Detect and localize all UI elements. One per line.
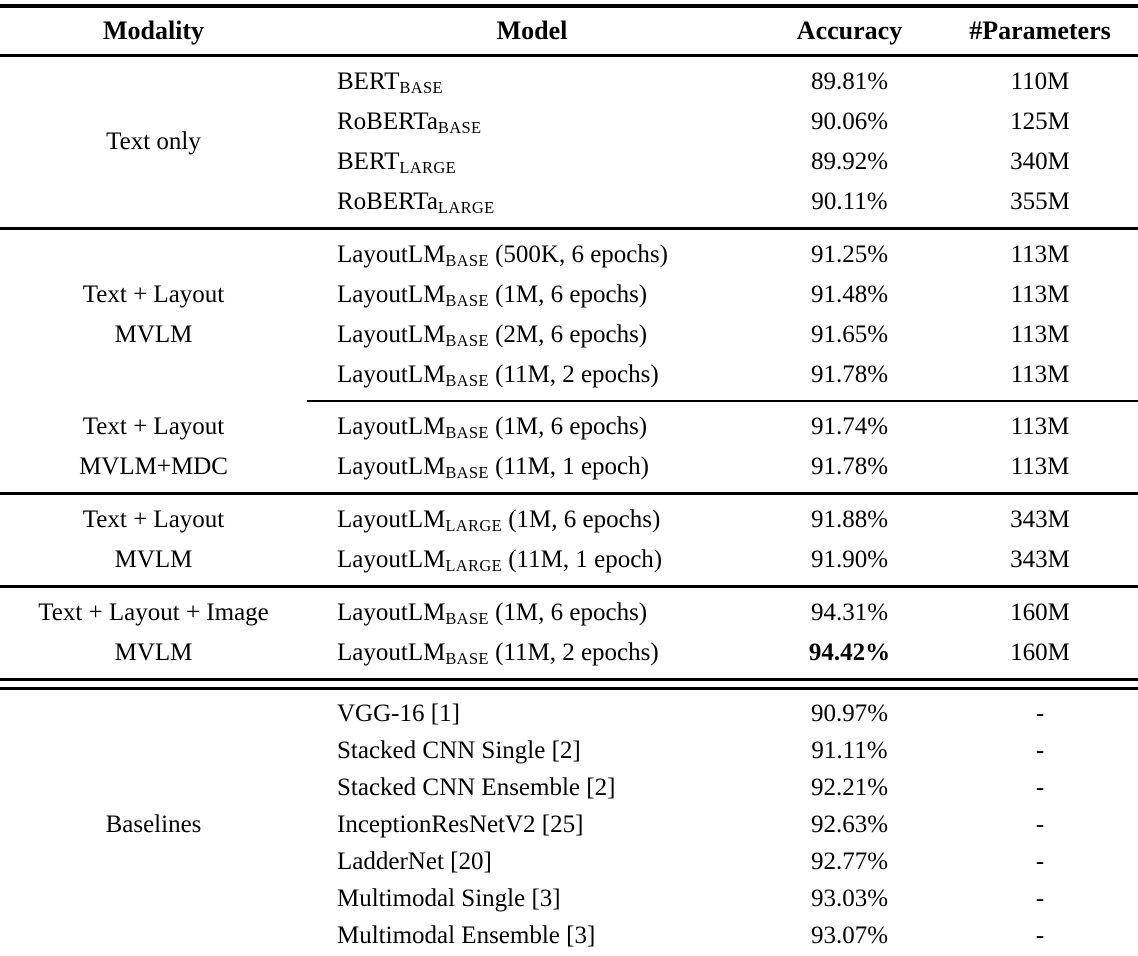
- accuracy-cell: 92.63%: [810, 810, 889, 838]
- model-config: (500K, 6 epochs): [488, 241, 668, 268]
- table-row: [307, 806, 1138, 843]
- model-subscript: BASE: [445, 330, 489, 350]
- model-cell: [307, 68, 757, 96]
- model-cell: [307, 108, 757, 136]
- accuracy-cell: 91.25%: [810, 241, 889, 268]
- model-name: InceptionResNetV2 [25]: [337, 810, 584, 838]
- parameters-cell: 343M: [1010, 546, 1070, 573]
- model-name: VGG-16 [1]: [337, 699, 460, 727]
- table-body: [0, 57, 1138, 956]
- model-name: Multimodal Single [3]: [337, 884, 561, 912]
- parameters-cell: 113M: [1010, 361, 1070, 388]
- model-config: (1M, 6 epochs): [488, 413, 648, 440]
- column-header-model: Model: [496, 16, 568, 45]
- accuracy-cell: 89.81%: [810, 68, 889, 95]
- model-cell: [307, 599, 757, 627]
- model-cell: [307, 811, 757, 839]
- model-config: (11M, 2 epochs): [488, 639, 659, 666]
- model-config: (11M, 2 epochs): [488, 361, 659, 388]
- model-config: (2M, 6 epochs): [488, 321, 648, 348]
- model-subscript: LARGE: [437, 197, 495, 217]
- model-cell: [307, 774, 757, 802]
- model-name: LayoutLM: [337, 639, 446, 666]
- model-cell: [307, 453, 757, 481]
- model-cell: [307, 848, 757, 876]
- accuracy-cell: 90.97%: [810, 699, 889, 727]
- table-row: [307, 142, 1138, 182]
- table-section: [0, 402, 1138, 492]
- modality-cell: [0, 407, 307, 487]
- accuracy-cell: 90.11%: [811, 188, 888, 215]
- modality-cell: [0, 235, 307, 395]
- parameters-cell: 355M: [1010, 188, 1070, 215]
- table-section: [0, 230, 1138, 400]
- model-name: LayoutLM: [337, 361, 446, 388]
- model-config: (11M, 1 epoch): [488, 453, 649, 480]
- model-cell: [307, 321, 757, 349]
- section-rows: [307, 500, 1138, 580]
- table-row: [307, 407, 1138, 447]
- modality-line: Text only: [106, 128, 201, 155]
- table-row: [307, 880, 1138, 917]
- model-name: LayoutLM: [337, 413, 446, 440]
- table-row: [307, 843, 1138, 880]
- parameters-cell: 160M: [1010, 599, 1070, 626]
- model-subscript: BASE: [445, 250, 489, 270]
- model-subscript: BASE: [445, 648, 489, 668]
- model-cell: [307, 148, 757, 176]
- modality-line: Text + Layout: [82, 413, 225, 440]
- modality-line: MVLM: [114, 321, 193, 348]
- modality-line: Text + Layout + Image: [38, 599, 269, 626]
- model-name: LayoutLM: [337, 506, 446, 533]
- parameters-cell: -: [1035, 884, 1045, 912]
- model-cell: [307, 506, 757, 534]
- accuracy-cell: 93.03%: [810, 884, 889, 912]
- parameters-cell: -: [1035, 773, 1045, 801]
- modality-line: MVLM+MDC: [79, 453, 228, 480]
- model-name: LayoutLM: [337, 321, 446, 348]
- modality-line: Text + Layout: [82, 281, 225, 308]
- column-header-accuracy: Accuracy: [796, 16, 903, 45]
- accuracy-cell: 94.31%: [810, 599, 889, 626]
- model-cell: [307, 700, 757, 728]
- modality-cell: [0, 695, 307, 954]
- model-subscript: BASE: [445, 608, 489, 628]
- parameters-cell: 113M: [1010, 453, 1070, 480]
- model-config: (11M, 1 epoch): [501, 546, 663, 573]
- parameters-cell: -: [1035, 736, 1045, 764]
- modality-cell: [0, 500, 307, 580]
- column-header-modality: Modality: [102, 16, 205, 45]
- model-cell: [307, 241, 757, 269]
- model-name: Stacked CNN Ensemble [2]: [337, 773, 616, 801]
- model-subscript: BASE: [399, 77, 443, 97]
- modality-line: MVLM: [114, 546, 193, 573]
- model-cell: [307, 639, 757, 667]
- model-cell: [307, 413, 757, 441]
- accuracy-cell: 92.77%: [810, 847, 889, 875]
- table-section: [0, 57, 1138, 227]
- model-subscript: LARGE: [445, 515, 502, 535]
- model-cell: [307, 361, 757, 389]
- model-subscript: BASE: [445, 290, 489, 310]
- parameters-cell: 113M: [1010, 321, 1070, 348]
- parameters-cell: 113M: [1010, 281, 1070, 308]
- table-section: [0, 495, 1138, 585]
- table-row: [307, 633, 1138, 673]
- column-header-parameters: #Parameters: [969, 16, 1111, 45]
- model-cell: [307, 281, 757, 309]
- accuracy-cell: 93.07%: [810, 921, 889, 949]
- table-row: [307, 315, 1138, 355]
- table-row: [307, 182, 1138, 222]
- accuracy-cell: 91.74%: [810, 413, 889, 440]
- accuracy-cell: 91.88%: [810, 506, 889, 533]
- table-row: [307, 769, 1138, 806]
- section-double-divider: [0, 678, 1138, 690]
- model-cell: [307, 922, 757, 950]
- table-row: [307, 593, 1138, 633]
- model-subscript: BASE: [445, 370, 489, 390]
- parameters-cell: 125M: [1010, 108, 1070, 135]
- model-name: LayoutLM: [337, 599, 446, 626]
- model-cell: [307, 885, 757, 913]
- model-config: (1M, 6 epochs): [488, 281, 648, 308]
- model-name: LayoutLM: [337, 241, 446, 268]
- table-row: [307, 62, 1138, 102]
- model-name: Multimodal Ensemble [3]: [337, 921, 596, 949]
- parameters-cell: 340M: [1010, 148, 1070, 175]
- modality-cell: [0, 593, 307, 673]
- table-row: [307, 540, 1138, 580]
- accuracy-cell: 91.48%: [810, 281, 889, 308]
- parameters-cell: -: [1035, 699, 1045, 727]
- section-rows: [307, 695, 1138, 954]
- table-section: [0, 588, 1138, 678]
- model-name: RoBERTa: [337, 188, 438, 215]
- accuracy-cell: 94.42%: [808, 639, 891, 666]
- table-header-row: [0, 8, 1138, 54]
- parameters-cell: 160M: [1010, 639, 1070, 666]
- table-row: [307, 732, 1138, 769]
- accuracy-cell: 91.90%: [810, 546, 889, 573]
- model-name: LayoutLM: [337, 453, 446, 480]
- table-section: [0, 690, 1138, 956]
- model-cell: [307, 737, 757, 765]
- accuracy-cell: 91.11%: [811, 736, 888, 764]
- model-name: BERT: [337, 68, 400, 95]
- model-name: LayoutLM: [337, 281, 446, 308]
- parameters-cell: -: [1035, 921, 1045, 949]
- model-subscript: LARGE: [399, 157, 457, 177]
- model-cell: [307, 188, 757, 216]
- model-subscript: BASE: [445, 462, 489, 482]
- table-row: [307, 355, 1138, 395]
- table-row: [307, 500, 1138, 540]
- section-rows: [307, 235, 1138, 395]
- table-row: [307, 917, 1138, 954]
- table-row: [307, 695, 1138, 732]
- model-subscript: BASE: [445, 422, 489, 442]
- model-config: (1M, 6 epochs): [488, 599, 648, 626]
- section-rows: [307, 593, 1138, 673]
- table-row: [307, 235, 1138, 275]
- modality-cell: [0, 62, 307, 222]
- modality-line: MVLM: [114, 639, 193, 666]
- model-subscript: LARGE: [445, 555, 502, 575]
- accuracy-cell: 90.06%: [810, 108, 889, 135]
- model-name: LayoutLM: [337, 546, 446, 573]
- accuracy-cell: 91.78%: [810, 361, 889, 388]
- parameters-cell: 113M: [1010, 241, 1070, 268]
- section-rows: [307, 407, 1138, 487]
- table-row: [307, 102, 1138, 142]
- model-subscript: BASE: [437, 117, 482, 137]
- model-cell: [307, 546, 757, 574]
- parameters-cell: -: [1035, 810, 1045, 838]
- parameters-cell: 113M: [1010, 413, 1070, 440]
- accuracy-cell: 91.65%: [810, 321, 889, 348]
- modality-line: Text + Layout: [82, 506, 225, 533]
- parameters-cell: -: [1035, 847, 1045, 875]
- model-name: BERT: [337, 148, 400, 175]
- parameters-cell: 110M: [1010, 68, 1070, 95]
- modality-line: Baselines: [105, 810, 202, 838]
- model-name: RoBERTa: [337, 108, 438, 135]
- accuracy-cell: 89.92%: [810, 148, 889, 175]
- accuracy-cell: 91.78%: [810, 453, 889, 480]
- model-name: LadderNet [20]: [337, 847, 492, 875]
- table-row: [307, 447, 1138, 487]
- model-name: Stacked CNN Single [2]: [337, 736, 581, 764]
- section-rows: [307, 62, 1138, 222]
- model-config: (1M, 6 epochs): [501, 506, 661, 533]
- parameters-cell: 343M: [1010, 506, 1070, 533]
- table-row: [307, 275, 1138, 315]
- accuracy-cell: 92.21%: [810, 773, 889, 801]
